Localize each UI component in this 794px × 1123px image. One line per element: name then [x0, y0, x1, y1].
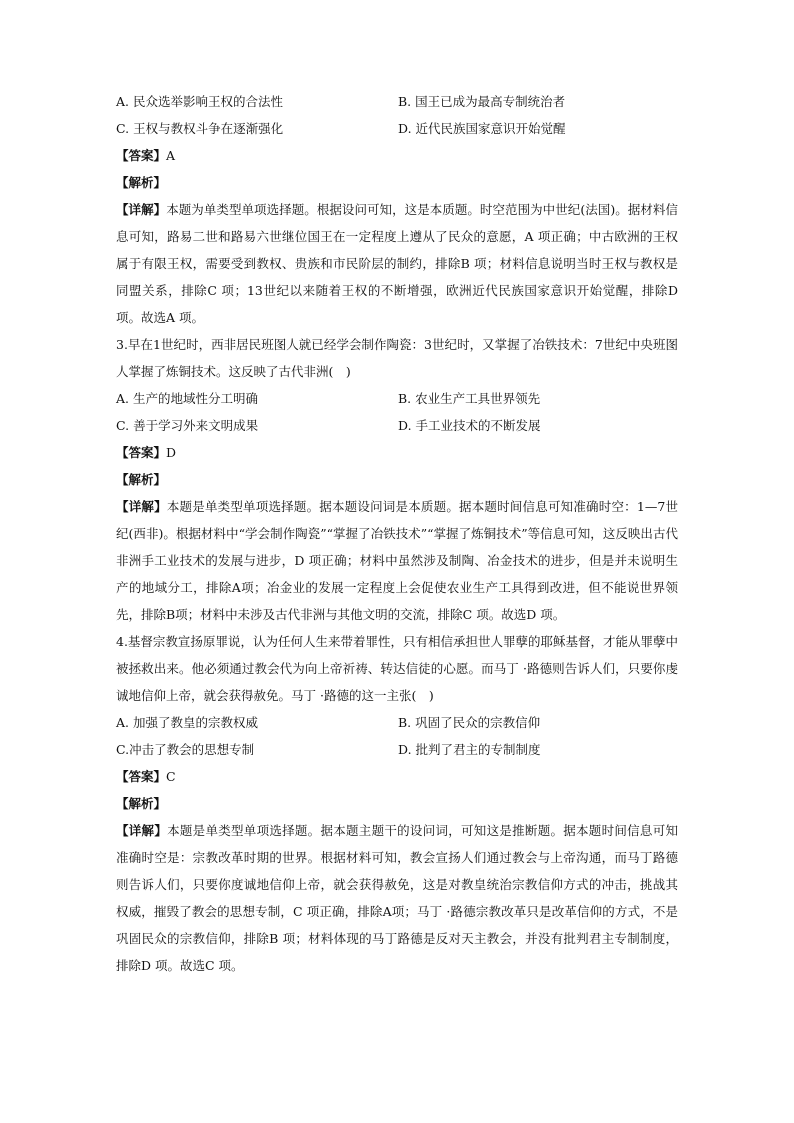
detail-label: 【详解】 [116, 202, 167, 217]
q2-detail [116, 196, 678, 331]
answer-value: A [166, 148, 176, 163]
q4-stem: 4.基督宗教宣扬原罪说，认为任何人生来带着罪性，只有相信承担世人罪孽的耶稣基督，才能从罪孽中被拯救出来。他必须通过教会代为向上帝祈祷、转达信徒的心愿。而马丁 ·路德则告诉人们，只要你虔诚地信仰上帝，就会获得赦免。马丁 ·路德的这一主张( ) [116, 634, 678, 703]
q3-options-row-2 [116, 412, 678, 439]
answer-value: D [166, 445, 177, 460]
q4-option-c: C.冲击了教会的思想专制 [116, 742, 255, 757]
detail-label: 【详解】 [116, 499, 167, 514]
q2-options-row-2 [116, 115, 678, 142]
detail-text: 本题是单类型单项选择题。据本题主题干的设问词，可知这是推断题。据本题时间信息可知准确时空是：宗教改革时期的世界。根据材料可知，教会宣扬人们通过教会与上帝沟通，而马丁路德则告诉人们，只要你度诚地信仰上帝，就会获得赦免，这是对教皇统治宗教信仰方式的冲击，挑战其权威，摧毁了教会的思想专制，C 项正确，排除A项；马丁 ·路德宗教改革只是改革信仰的方式，不是巩固民众的宗教信仰，排除B 项；材料体现的马丁路德是反对天主教会，并没有批判君主专制制度，排除D 项。故选C 项。 [116, 823, 678, 973]
q3-analysis-label: 【解析】 [116, 472, 167, 487]
q4-option-b: B. 巩固了民众的宗教信仰 [398, 715, 541, 730]
q2-option-c: C. 王权与教权斗争在逐渐强化 [116, 121, 284, 136]
q3-option-b: B. 农业生产工具世界领先 [398, 391, 541, 406]
q3-option-c: C. 善于学习外来文明成果 [116, 418, 259, 433]
answer-label: 【答案】 [116, 445, 167, 460]
q4-options-row-1 [116, 709, 678, 736]
q2-analysis-label: 【解析】 [116, 175, 167, 190]
q4-detail [116, 817, 678, 979]
q4-answer [116, 763, 678, 790]
q3-options-row-1 [116, 385, 678, 412]
document-content [116, 88, 678, 979]
detail-label: 【详解】 [116, 823, 168, 838]
q4-option-a: A. 加强了教皇的宗教权威 [116, 715, 258, 730]
q2-option-d: D. 近代民族国家意识开始觉醒 [398, 121, 566, 136]
detail-text: 本题是单类型单项选择题。据本题设问词是本质题。据本题时间信息可知准确时空：1—7世纪(西非)。根据材料中“学会制作陶瓷”“掌握了冶铁技术”“掌握了炼铜技术”等信息可知，这反映出古代非洲手工业技术的发展与进步，D 项正确；材料中虽然涉及制陶、冶金技术的进步，但是并未说明生产的地域分工，排除A项；冶金业的发展一定程度上会促使农业生产工具得到改进，但不能说世界领先，排除B项；材料中未涉及古代非洲与其他文明的交流，排除C 项。故选D 项。 [116, 499, 678, 622]
q3-option-a: A. 生产的地域性分工明确 [116, 391, 258, 406]
q3-option-d: D. 手工业技术的不断发展 [398, 418, 541, 433]
answer-label: 【答案】 [116, 148, 167, 163]
q3-answer [116, 439, 678, 466]
q3-stem: 3.早在1世纪时，西非居民班图人就已经学会制作陶瓷：3世纪时，又掌握了冶铁技术：7世纪中央班图人掌握了炼铜技术。这反映了古代非洲( ) [116, 337, 678, 379]
q2-options-row-1 [116, 88, 678, 115]
answer-label: 【答案】 [116, 769, 167, 784]
q2-option-a: A. 民众选举影响王权的合法性 [116, 94, 283, 109]
q4-analysis-label: 【解析】 [116, 796, 167, 811]
q2-answer [116, 142, 678, 169]
q3-detail [116, 493, 678, 628]
q2-option-b: B. 国王已成为最高专制统治者 [398, 94, 566, 109]
q4-option-d: D. 批判了君主的专制制度 [398, 742, 541, 757]
answer-value: C [166, 769, 176, 784]
detail-text: 本题为单类型单项选择题。根据设问可知，这是本质题。时空范围为中世纪(法国)。据材料信息可知，路易二世和路易六世继位国王在一定程度上遵从了民众的意愿，A 项正确；中古欧洲的王权属于有限王权，需要受到教权、贵族和市民阶层的制约，排除B 项；材料信息说明当时王权与教权是同盟关系，排除C 项；13世纪以来随着王权的不断增强，欧洲近代民族国家意识开始觉醒，排除D 项。故选A 项。 [116, 202, 678, 325]
q4-options-row-2 [116, 736, 678, 763]
